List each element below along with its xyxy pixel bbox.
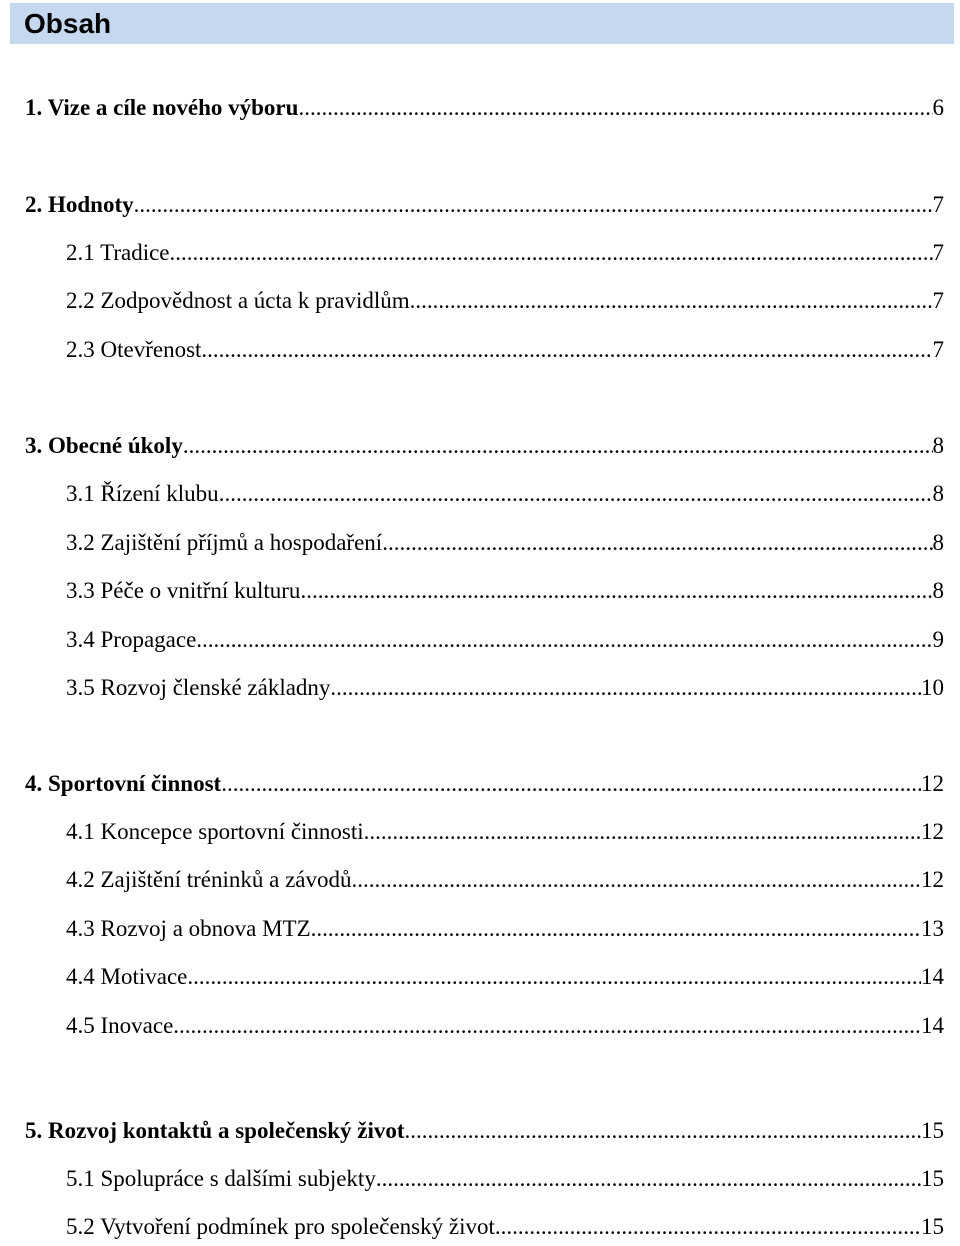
toc-entry-page: 15 <box>921 1214 944 1239</box>
toc-leader-dots <box>170 238 933 268</box>
toc-entry-label: 4.5 Inovace <box>66 1013 174 1038</box>
toc-entry-page: 9 <box>932 627 944 652</box>
toc-entry-page: 7 <box>932 240 944 265</box>
toc-entry[interactable] <box>25 431 944 461</box>
toc-leader-dots <box>134 190 933 220</box>
toc-entry-label: 3.5 Rozvoj členské základny <box>66 675 331 700</box>
toc-entry-label: 1. Vize a cíle nového výboru <box>25 95 299 120</box>
toc-entry-label: 2.2 Zodpovědnost a úcta k pravidlům <box>66 288 410 313</box>
toc-entry-page: 8 <box>932 481 944 506</box>
toc-entry[interactable] <box>66 673 944 703</box>
toc-leader-dots <box>173 1011 921 1041</box>
toc-leader-dots <box>311 914 921 944</box>
toc-leader-dots <box>298 93 932 123</box>
toc-entry-page: 7 <box>932 288 944 313</box>
toc-entry[interactable] <box>66 817 944 847</box>
toc-entry[interactable] <box>66 1212 944 1242</box>
toc-entry-label: 3.3 Péče o vnitřní kulturu <box>66 578 301 603</box>
toc-entry-label: 2.1 Tradice <box>66 240 170 265</box>
toc-leader-dots <box>201 335 932 365</box>
toc-leader-dots <box>382 528 932 558</box>
toc-entry-label: 4.3 Rozvoj a obnova MTZ <box>66 916 311 941</box>
toc-entry[interactable] <box>66 865 944 895</box>
toc-leader-dots <box>196 625 932 655</box>
toc-entry-label: 5. Rozvoj kontaktů a společenský život <box>25 1118 405 1143</box>
toc-entry-label: 5.2 Vytvoření podmínek pro společenský život <box>66 1214 495 1239</box>
toc-leader-dots <box>352 865 921 895</box>
toc-entry[interactable] <box>66 528 944 558</box>
toc-entry-page: 15 <box>921 1166 944 1191</box>
toc-leader-dots <box>495 1212 921 1242</box>
toc-leader-dots <box>364 817 921 847</box>
toc-entry[interactable] <box>66 576 944 606</box>
toc-entry-page: 12 <box>921 819 944 844</box>
toc-entry-page: 14 <box>921 964 944 989</box>
toc-entry-label: 4.4 Motivace <box>66 964 188 989</box>
toc-entry[interactable] <box>66 479 944 509</box>
toc-entry-label: 2. Hodnoty <box>25 192 134 217</box>
toc-entry[interactable] <box>66 286 944 316</box>
toc-leader-dots <box>183 431 933 461</box>
page-title: Obsah <box>24 8 112 39</box>
toc-entry[interactable] <box>25 769 944 799</box>
toc-leader-dots <box>330 673 921 703</box>
toc-leader-dots <box>300 576 932 606</box>
toc-entry-label: 4. Sportovní činnost <box>25 771 222 796</box>
toc-entry-page: 12 <box>921 771 944 796</box>
toc-leader-dots <box>187 962 921 992</box>
toc-entry-page: 6 <box>932 95 944 120</box>
toc-entry-label: 3. Obecné úkoly <box>25 433 183 458</box>
toc-entry-label: 4.2 Zajištění tréninků a závodů <box>66 867 352 892</box>
toc-entry-label: 4.1 Koncepce sportovní činnosti <box>66 819 364 844</box>
toc-entry-page: 10 <box>921 675 944 700</box>
toc-leader-dots <box>410 286 933 316</box>
toc-entry[interactable] <box>25 1116 944 1146</box>
toc-entry-label: 3.4 Propagace <box>66 627 197 652</box>
toc-entry[interactable] <box>66 625 944 655</box>
toc-entry[interactable] <box>66 335 944 365</box>
toc-entry-label: 2.3 Otevřenost <box>66 337 202 362</box>
toc-entry-page: 14 <box>921 1013 944 1038</box>
toc-entry[interactable] <box>66 914 944 944</box>
toc-entry-page: 8 <box>932 530 944 555</box>
toc-entry[interactable] <box>66 1011 944 1041</box>
toc-entry-page: 7 <box>932 337 944 362</box>
toc-entry-label: 3.2 Zajištění příjmů a hospodaření <box>66 530 383 555</box>
toc-leader-dots <box>405 1116 921 1146</box>
toc-leader-dots <box>221 769 921 799</box>
toc-entry[interactable] <box>25 190 944 220</box>
toc-entry-label: 5.1 Spolupráce s dalšími subjekty <box>66 1166 376 1191</box>
toc-entry-page: 15 <box>921 1118 944 1143</box>
toc-entry[interactable] <box>66 962 944 992</box>
toc-entry[interactable] <box>66 1164 944 1194</box>
toc-entry[interactable] <box>25 93 944 123</box>
toc-leader-dots <box>376 1164 921 1194</box>
toc-entry-label: 3.1 Řízení klubu <box>66 481 219 506</box>
toc-entry-page: 12 <box>921 867 944 892</box>
toc-entry[interactable] <box>66 238 944 268</box>
toc-entry-page: 13 <box>921 916 944 941</box>
toc-leader-dots <box>219 479 933 509</box>
toc-entry-page: 8 <box>932 578 944 603</box>
toc-entry-page: 7 <box>932 192 944 217</box>
toc-entry-page: 8 <box>932 433 944 458</box>
